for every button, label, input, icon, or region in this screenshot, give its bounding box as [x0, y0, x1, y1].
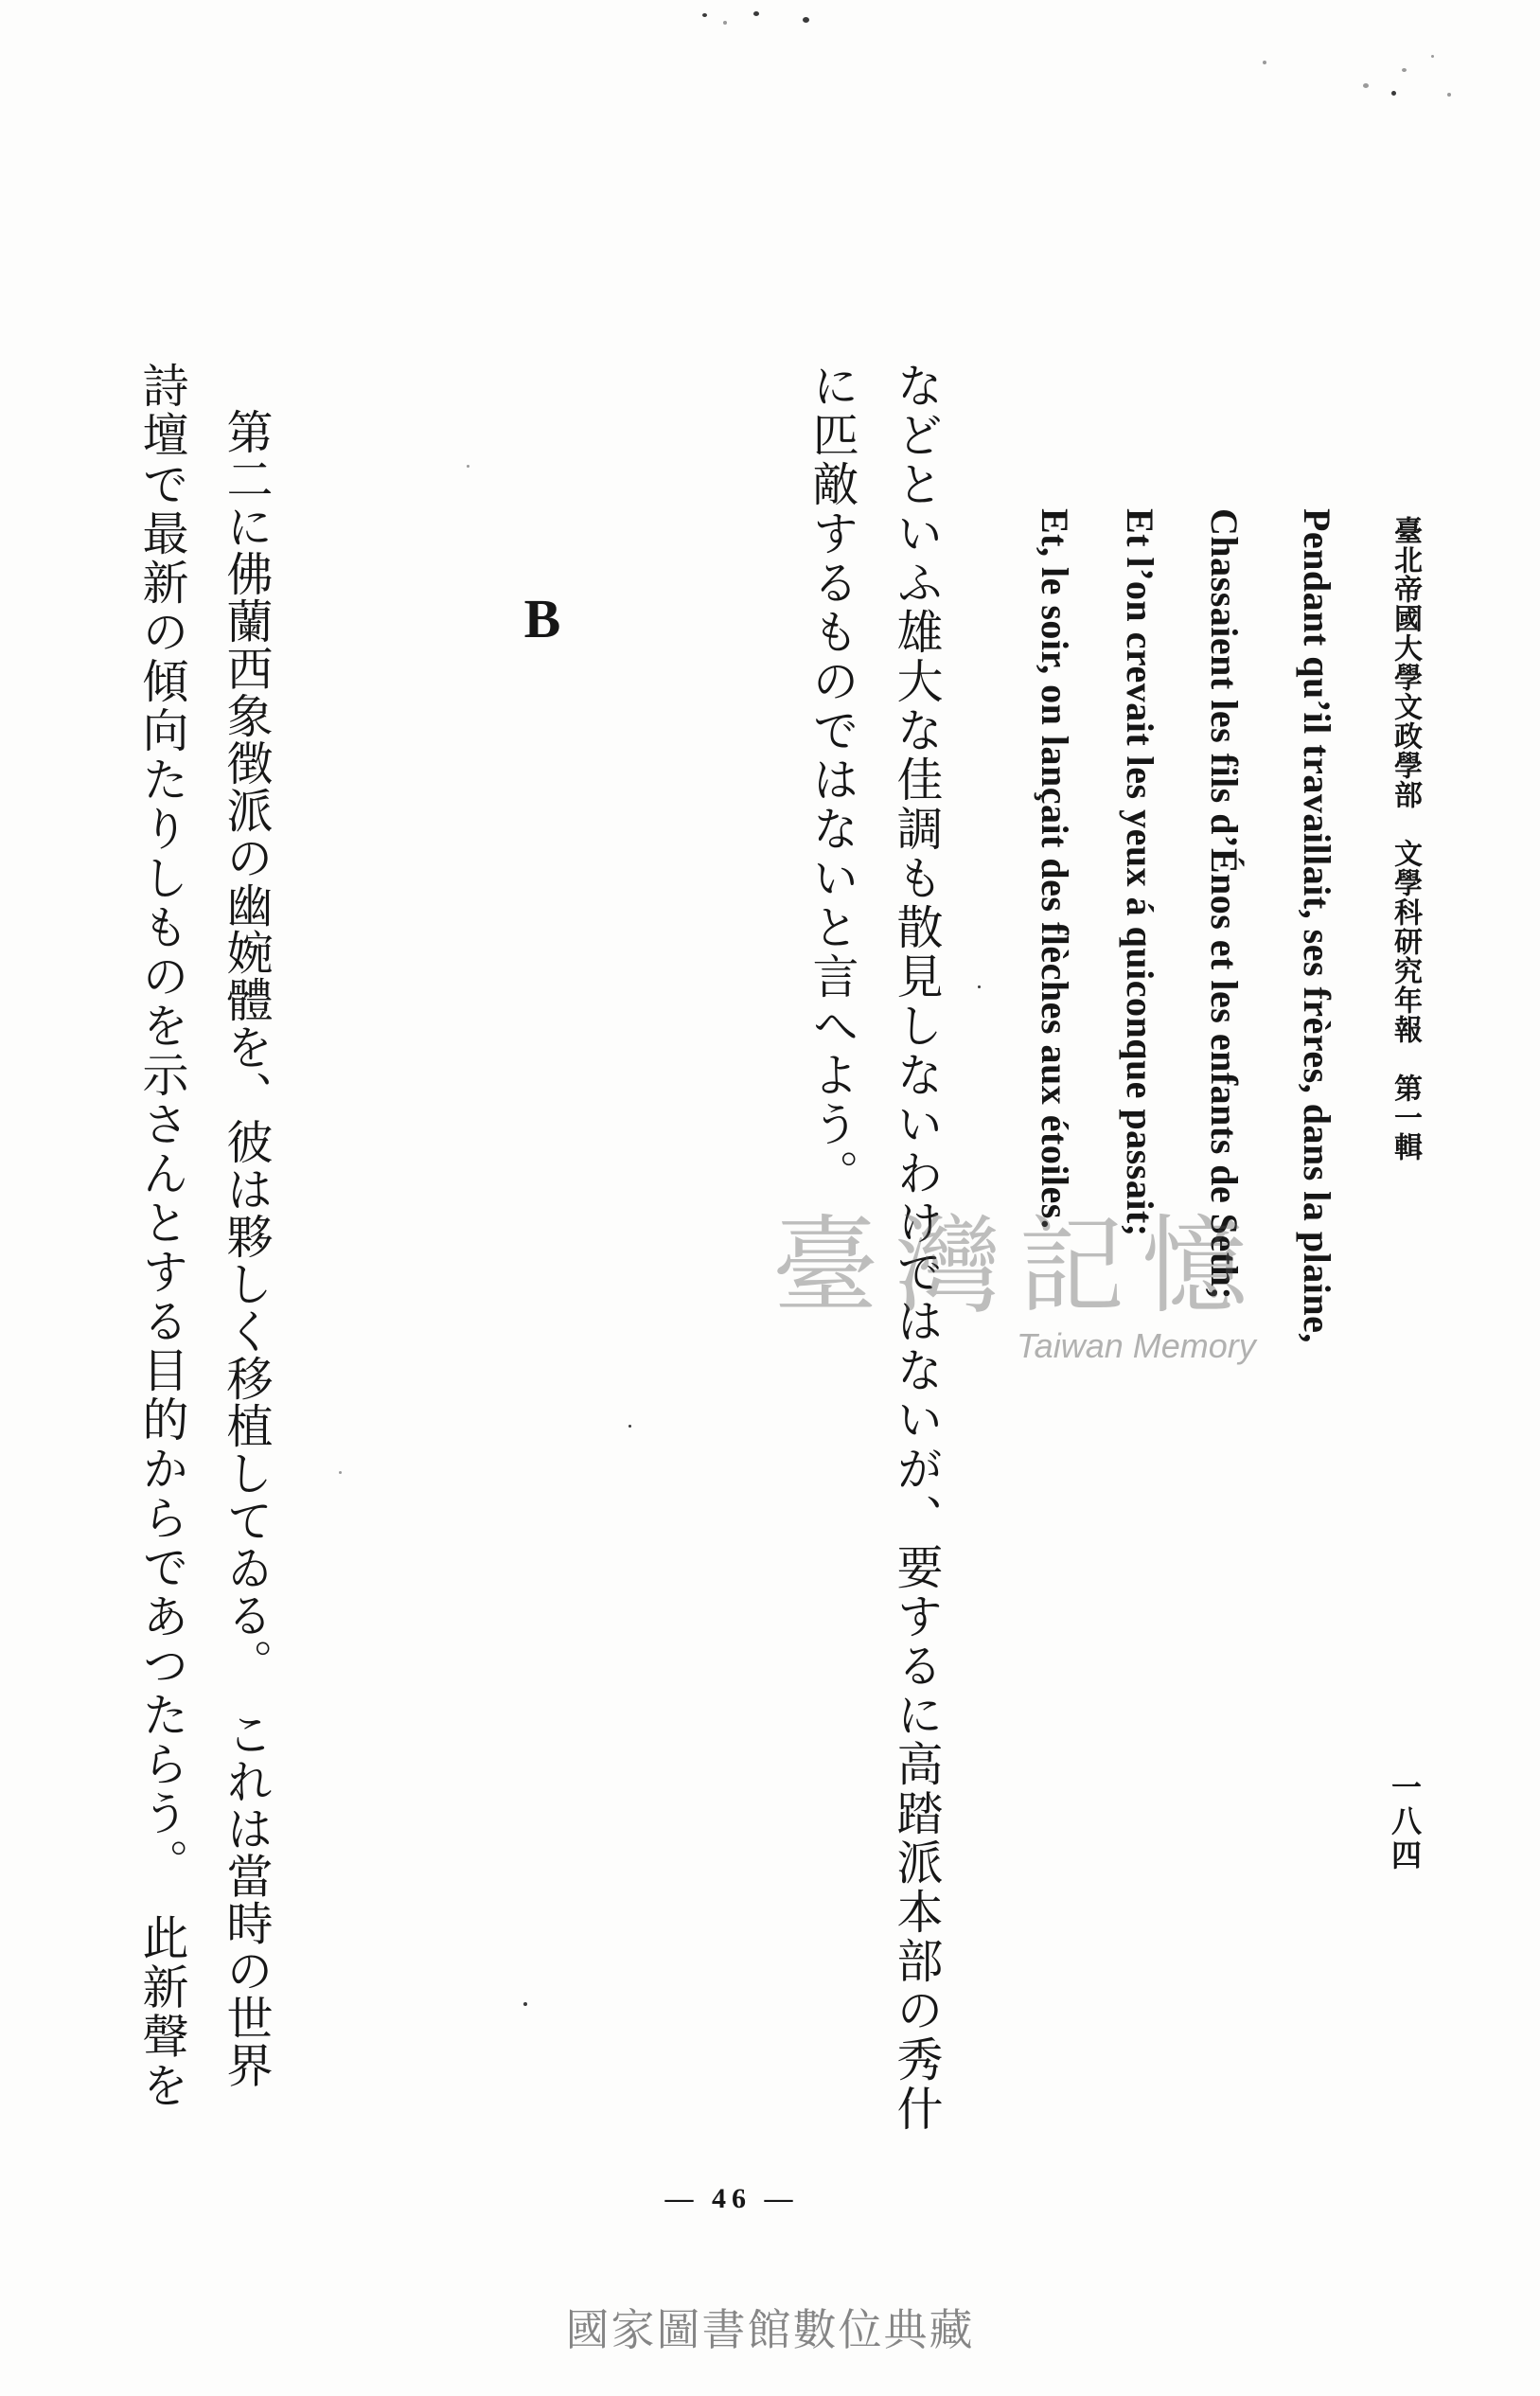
scan-speck — [523, 2002, 527, 2006]
scan-speck — [339, 1471, 342, 1474]
running-head: 臺北帝國大學文政學部 文學科研究年報 第一輯 — [1389, 516, 1422, 1162]
watermark-subtitle: Taiwan Memory — [1017, 1326, 1256, 1365]
scan-speck — [467, 465, 469, 468]
scan-speck — [628, 1425, 631, 1428]
page-folio: — 46 — — [664, 2183, 799, 2214]
paragraph-2-line-2: 詩壇で最新の傾向たりしものを示さんとする目的からであつたらう。 此新聲を — [135, 362, 189, 2111]
scan-speck — [1363, 83, 1369, 88]
scan-speck — [978, 985, 981, 988]
paragraph-2-line-1: 第二に佛蘭西象徴派の幽婉體を、彼は夥しく移植してゐる。 これは當時の世界 — [220, 408, 274, 2089]
scan-speck — [1447, 93, 1451, 97]
scan-speck — [1391, 91, 1396, 96]
quotation-line-4: Et, le soir, on lançait des flèches aux étoiles. — [1034, 508, 1076, 1230]
quotation-line-1: Pendant qu’il travaillait, ses frères, dans la plaine, — [1296, 508, 1338, 1343]
paragraph-1-line-1: などといふ雄大な佳調も散見しないわけではないが、要するに高踏派本部の秀什 — [890, 362, 944, 2134]
scan-speck — [702, 13, 707, 17]
quotation-line-3: Et l’on crevait les yeux á quiconque passait; — [1119, 508, 1161, 1237]
scan-speck — [803, 17, 809, 23]
watermark-title: 臺灣記憶 — [772, 1205, 1265, 1328]
scan-speck — [753, 11, 759, 16]
paragraph-1-line-2: に匹敵するものではないと言へよう。 — [805, 362, 859, 1198]
scan-speck — [1431, 55, 1434, 58]
quotation-line-2: Chassaient les fils d’Énos et les enfants de Seth; — [1203, 508, 1246, 1301]
scan-speck — [723, 21, 727, 25]
archive-credit: 國家圖書館數位典藏 — [565, 2304, 975, 2355]
page-number-kanji: 一八四 — [1387, 1771, 1423, 1873]
scan-speck — [1263, 61, 1266, 64]
section-heading: B — [523, 588, 561, 649]
scan-speck — [1402, 68, 1407, 72]
